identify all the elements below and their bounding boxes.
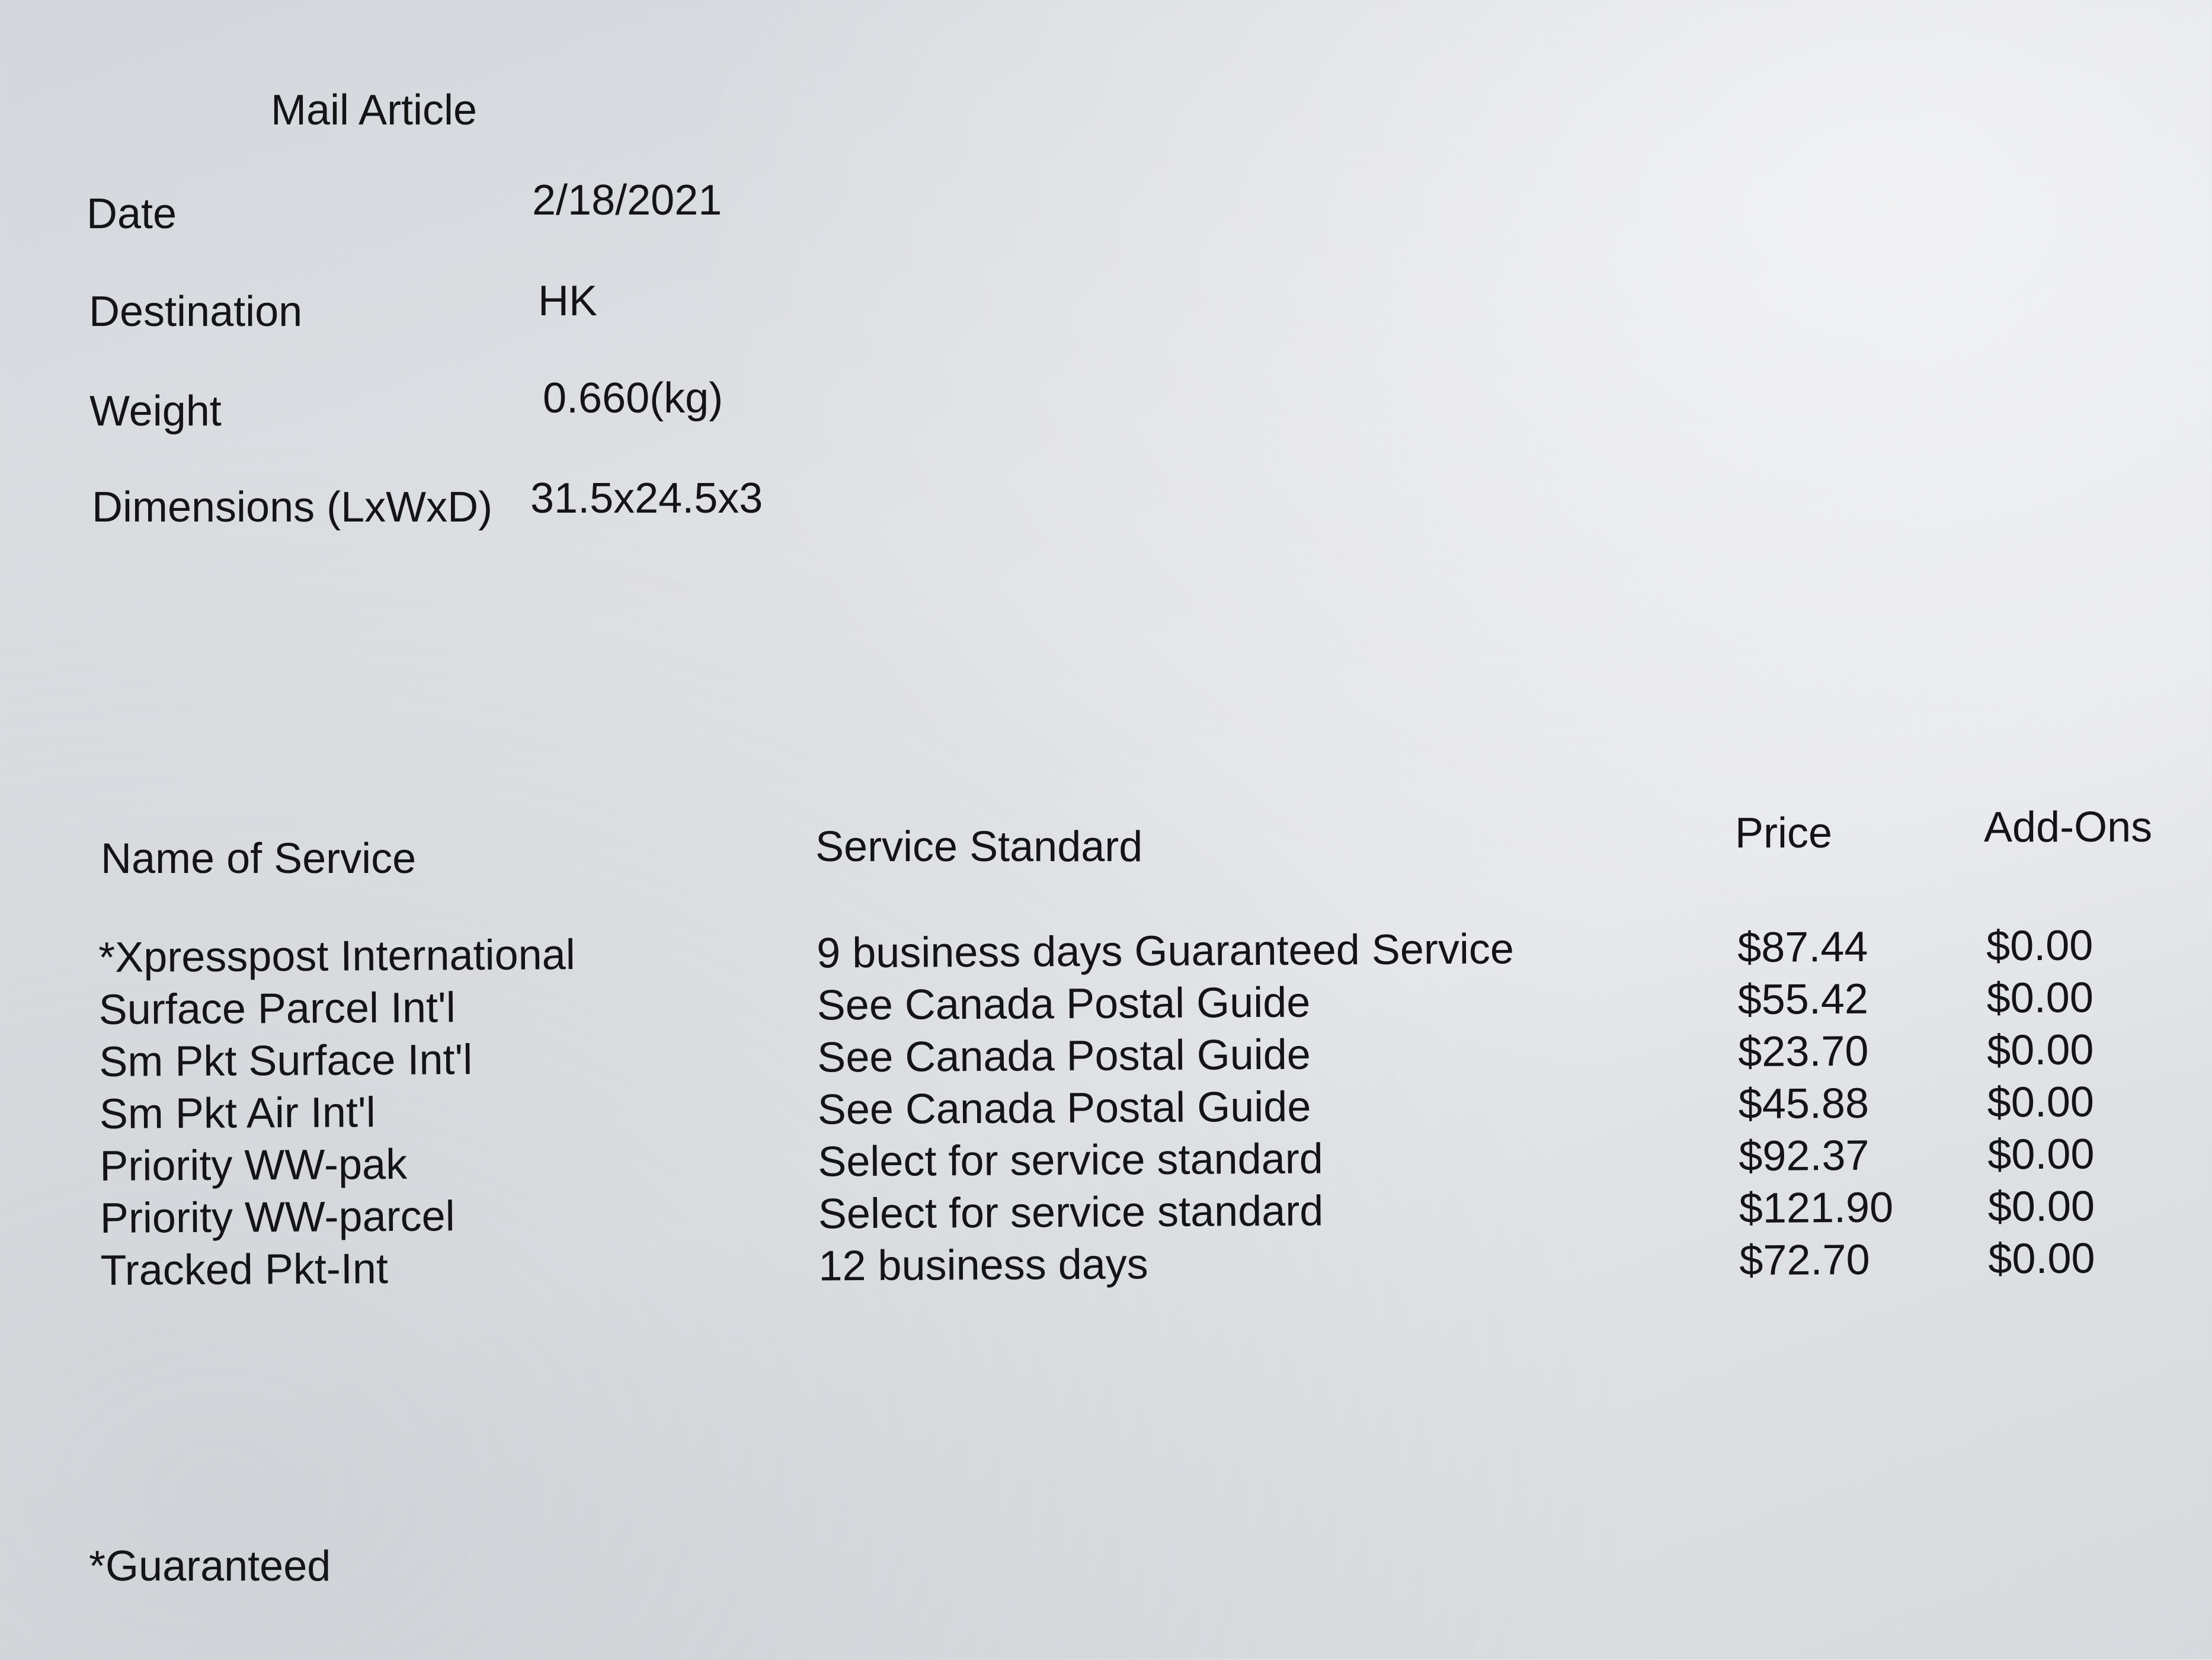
service-standard: See Canada Postal Guide [817,1031,1311,1082]
destination-label: Destination [89,288,303,335]
service-price: $92.37 [1739,1131,1870,1181]
service-name: Sm Pkt Air Int'l [99,1089,376,1138]
service-addons: $0.00 [1986,922,2093,970]
date-label: Date [87,190,177,238]
column-header-name: Name of Service [101,835,417,882]
service-price: $121.90 [1739,1184,1894,1233]
table-row [2,1236,2212,1301]
service-name: *Xpresspost International [98,931,575,981]
service-addons: $0.00 [1987,1078,2095,1127]
service-price: $55.42 [1737,975,1869,1024]
service-addons: $0.00 [1987,1130,2095,1179]
service-addons: $0.00 [1986,974,2094,1022]
service-name: Priority WW-pak [100,1140,408,1190]
service-addons: $0.00 [1988,1234,2095,1283]
date-value: 2/18/2021 [532,177,722,224]
service-addons: $0.00 [1987,1182,2095,1231]
service-standard: See Canada Postal Guide [817,978,1311,1029]
column-header-standard: Service Standard [815,823,1143,871]
weight-value: 0.660(kg) [543,375,724,422]
service-price: $87.44 [1737,923,1868,972]
document-title: Mail Article [271,87,478,134]
dimensions-label: Dimensions (LxWxD) [92,484,493,531]
service-name: Sm Pkt Surface Int'l [99,1036,473,1086]
weight-label: Weight [89,388,222,435]
service-addons: $0.00 [1986,1026,2094,1074]
column-header-price: Price [1735,810,1833,857]
service-price: $45.88 [1738,1079,1870,1128]
service-standard: Select for service standard [818,1135,1323,1186]
dimensions-value: 31.5x24.5x3 [530,475,763,522]
column-header-addons: Add-Ons [1984,804,2153,851]
destination-value: HK [538,277,598,325]
service-price: $23.70 [1737,1027,1869,1076]
service-standard: 12 business days [818,1240,1149,1290]
service-name: Priority WW-parcel [100,1192,455,1242]
service-standard: See Canada Postal Guide [817,1083,1311,1134]
footnote: *Guaranteed [89,1543,331,1590]
service-name: Surface Parcel Int'l [98,984,456,1034]
service-standard: 9 business days Guaranteed Service [816,925,1515,977]
service-standard: Select for service standard [818,1187,1324,1238]
service-name: Tracked Pkt-Int [100,1245,389,1294]
service-price: $72.70 [1739,1236,1870,1285]
